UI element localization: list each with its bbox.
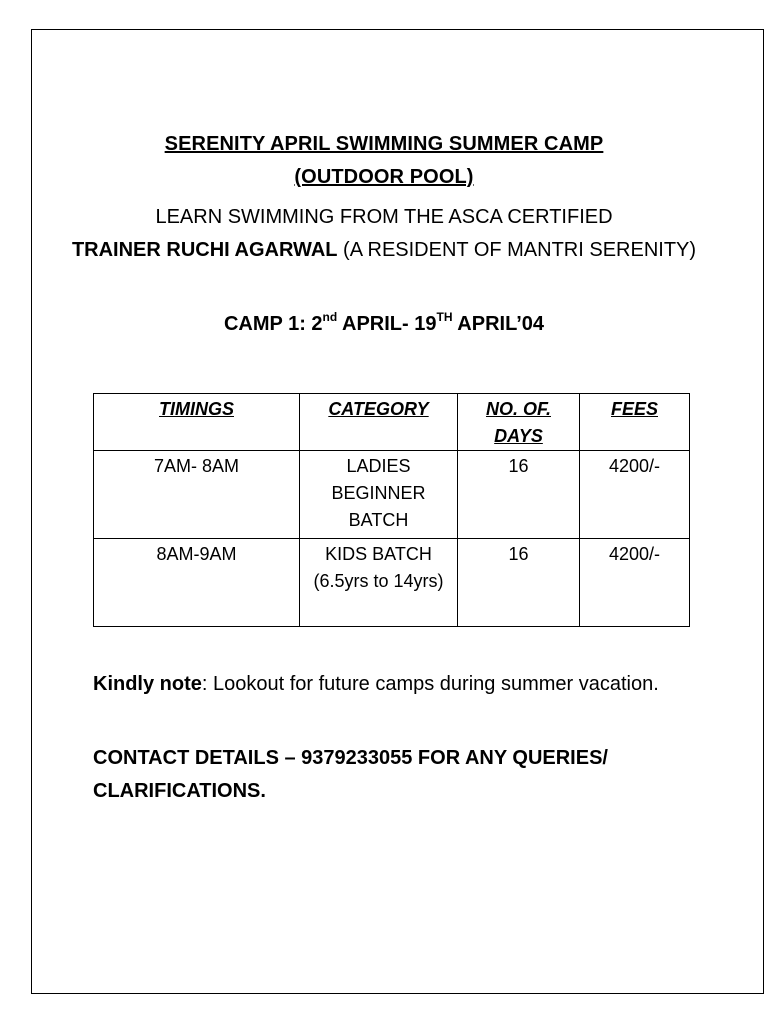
contact-details: CONTACT DETAILS – 9379233055 FOR ANY QUERIES/ CLARIFICATIONS. [93,747,608,802]
camp-label: CAMP 1: 2 [223,313,323,335]
header-timings: TIMINGS [94,394,300,451]
cell-days: 16 [458,539,580,627]
cell-fees: 4200/- [580,539,690,627]
camp-start-suffix: nd [322,310,338,324]
camp-end-suffix: TH [436,310,453,324]
table-row [94,451,690,539]
header-category: CATEGORY [300,394,458,451]
cell-category: KIDS BATCH (6.5yrs to 14yrs) [300,539,458,627]
intro-line: LEARN SWIMMING FROM THE ASCA CERTIFIED [155,206,613,228]
document-subtitle: (OUTDOOR POOL) [294,166,474,188]
camp-dates [0,308,768,340]
cell-fees: 4200/- [580,451,690,539]
trainer-name: TRAINER RUCHI AGARWAL [71,239,338,261]
table-row [94,539,690,627]
schedule-table [93,393,690,627]
cell-days: 16 [458,451,580,539]
camp-date-end: APRIL’04 [452,313,544,335]
note-text: : Lookout for future camps during summer vacation. [201,673,659,695]
kindly-note [93,668,693,701]
table-header-row [94,394,690,451]
note-label: Kindly note [93,673,202,695]
cell-timing: 7AM- 8AM [94,451,300,539]
document-title: SERENITY APRIL SWIMMING SUMMER CAMP [164,133,604,155]
trainer-note: (A RESIDENT OF MANTRI SERENITY) [337,239,697,261]
header-days: NO. OF. DAYS [458,394,580,451]
camp-date-middle: APRIL- 19 [337,313,437,335]
intro-paragraph [60,201,708,267]
header-fees: FEES [580,394,690,451]
cell-category: LADIES BEGINNER BATCH [300,451,458,539]
cell-timing: 8AM-9AM [94,539,300,627]
